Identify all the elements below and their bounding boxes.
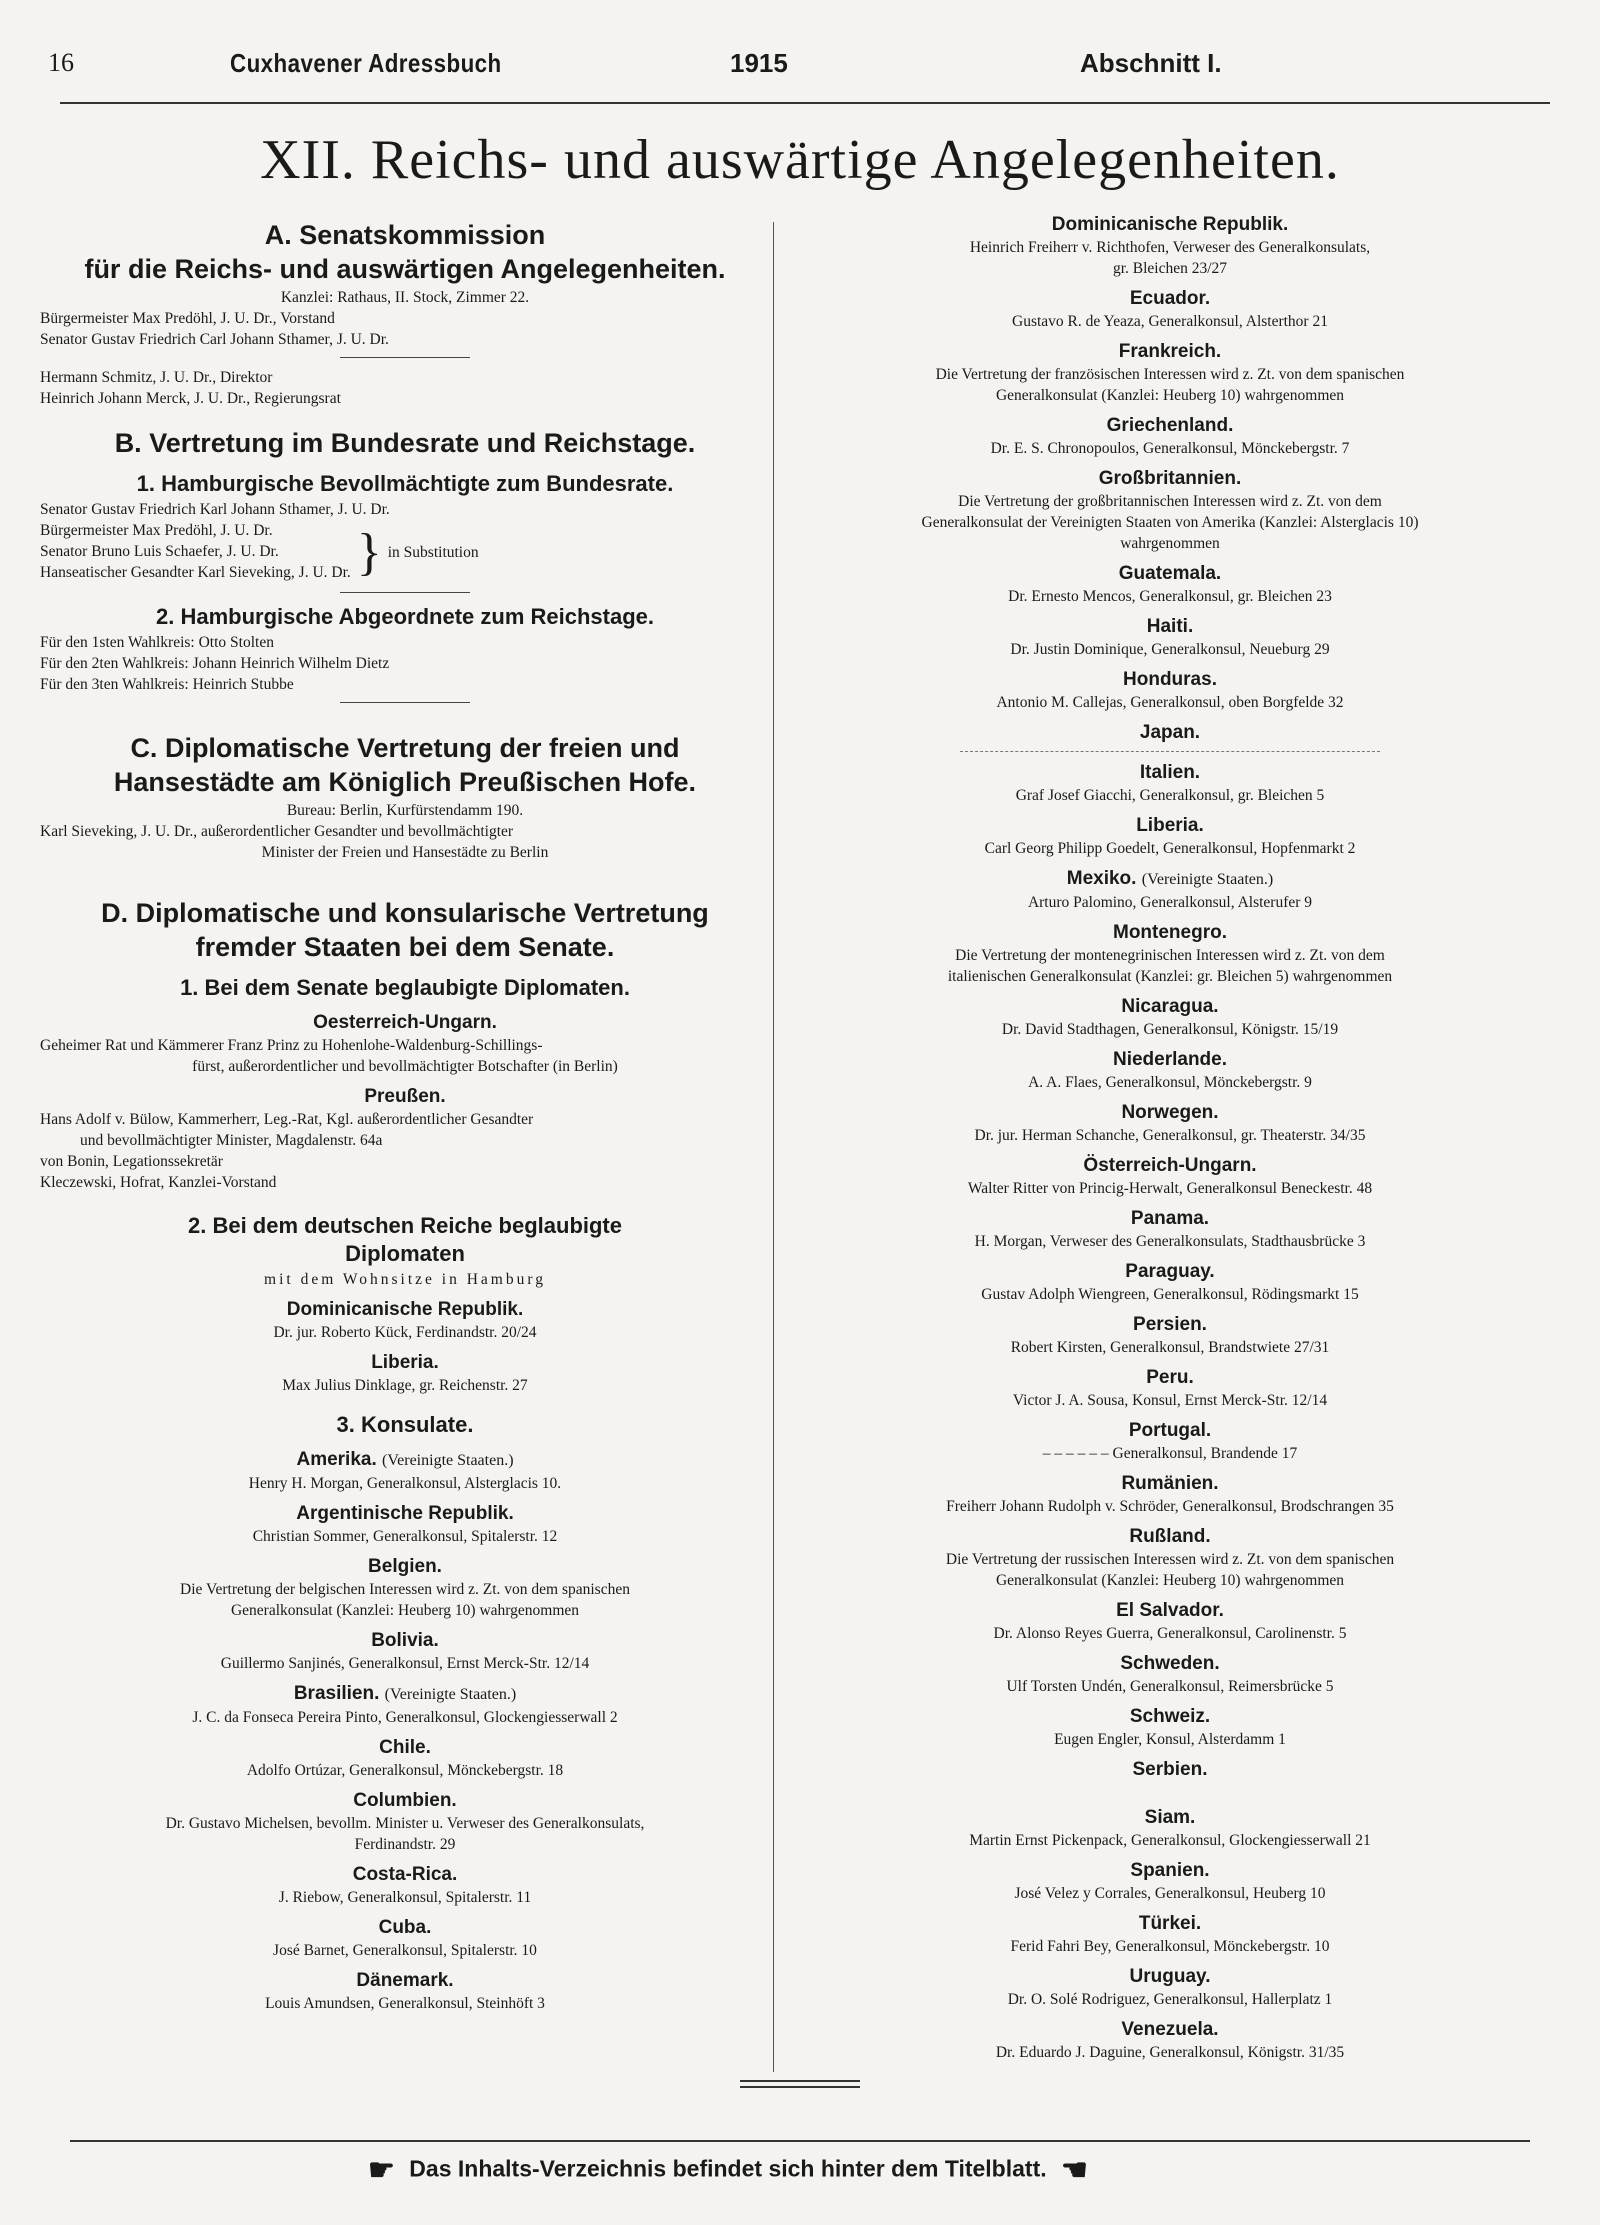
entry-line: Arturo Palomino, Generalkonsul, Alsterufer 9 (1027, 894, 1313, 911)
member-line: Heinrich Johann Merck, J. U. Dr., Regierungsrat (40, 390, 341, 407)
country-heading (790, 1100, 1550, 1125)
member-line: Minister der Freien und Hansestädte zu Berlin (261, 844, 549, 861)
country-name: Mexiko. (1066, 868, 1137, 889)
entry-line: Gustav Adolph Wiengreen, Generalkonsul, Rödingsmarkt 15 (981, 1286, 1359, 1303)
section-b-title: B. Vertretung im Bundesrate und Reichstage. (114, 428, 696, 458)
right-column (790, 204, 1550, 2064)
country-heading (40, 1735, 770, 1760)
country-name: Amerika. (296, 1449, 377, 1470)
entry-line: Die Vertretung der russischen Interessen wird z. Zt. von dem spanischen (945, 1551, 1395, 1568)
country-name: Rußland. (1129, 1526, 1211, 1547)
member-line: Bürgermeister Max Predöhl, J. U. Dr. (40, 522, 273, 539)
country-heading (790, 466, 1550, 491)
country-heading (790, 1805, 1550, 1830)
entry-line: Dr. E. S. Chronopoulos, Generalkonsul, Mönckebergstr. 7 (990, 440, 1350, 457)
country-heading (790, 286, 1550, 311)
country-heading (790, 1153, 1550, 1178)
end-rule (740, 2080, 860, 2082)
country-name: Montenegro. (1113, 922, 1227, 943)
country-heading (40, 1681, 770, 1707)
country-heading (790, 1471, 1550, 1496)
subsection-b2-title: 2. Hamburgische Abgeordnete zum Reichstage. (156, 604, 654, 629)
country-name: Spanien. (1130, 1860, 1210, 1881)
divider (340, 357, 470, 358)
bureau-line: Bureau: Berlin, Kurfürstendamm 190. (286, 802, 524, 819)
divider (340, 702, 470, 703)
entry-line: Victor J. A. Sousa, Konsul, Ernst Merck-Str. 12/14 (1012, 1392, 1328, 1409)
end-rule (740, 2086, 860, 2088)
entry-line: Generalkonsulat der Vereinigten Staaten von Amerika (Kanzlei: Alsterglacis 10) (921, 514, 1419, 531)
country-name: Portugal. (1128, 1420, 1212, 1441)
country-heading (790, 614, 1550, 639)
country-note: (Vereinigte Staaten.) (1141, 871, 1274, 888)
brace-icon: } (356, 523, 382, 581)
entry-line: Eugen Engler, Konsul, Alsterdamm 1 (1054, 1731, 1286, 1748)
entry-line: Louis Amundsen, Generalkonsul, Steinhöft 3 (265, 1995, 545, 2012)
section-d-title (40, 896, 770, 964)
entry-line: Heinrich Freiherr v. Richthofen, Verweser des Generalkonsulats, (969, 239, 1371, 256)
entry-line: Dr. Eduardo J. Daguine, Generalkonsul, Königstr. 31/35 (995, 2044, 1345, 2061)
country-name: Nicaragua. (1121, 996, 1219, 1017)
entry-line: Max Julius Dinklage, gr. Reichenstr. 27 (282, 1377, 528, 1394)
entry-line: Ferdinandstr. 29 (354, 1836, 456, 1853)
entry-line: gr. Bleichen 23/27 (1112, 260, 1228, 277)
country-heading (790, 1524, 1550, 1549)
entry-line: J. C. da Fonseca Pereira Pinto, Generalkonsul, Glockengiesserwall 2 (192, 1709, 618, 1726)
entry-line: José Barnet, Generalkonsul, Spitalerstr. 10 (273, 1942, 537, 1959)
member-line: Für den 2ten Wahlkreis: Johann Heinrich Wilhelm Dietz (40, 655, 390, 672)
entry-line: Geheimer Rat und Kämmerer Franz Prinz zu Hohenlohe-Waldenburg-Schillings- (40, 1037, 543, 1054)
entry-line: Dr. O. Solé Rodriguez, Generalkonsul, Hallerplatz 1 (1007, 1991, 1333, 2008)
country-heading (790, 561, 1550, 586)
country-heading (790, 413, 1550, 438)
country-heading: Liberia. (371, 1352, 439, 1373)
country-name: Paraguay. (1125, 1261, 1215, 1282)
country-heading (790, 920, 1550, 945)
footer-text: Das Inhalts-Verzeichnis befindet sich hinter dem Titelblatt. (409, 2155, 1047, 2182)
country-name: Japan. (1139, 722, 1201, 743)
country-name: El Salvador. (1116, 1600, 1224, 1621)
entry-line: Christian Sommer, Generalkonsul, Spitalerstr. 12 (252, 1528, 558, 1545)
country-heading (790, 1704, 1550, 1729)
substitution-group (40, 521, 770, 584)
subsection-d3-title: 3. Konsulate. (336, 1412, 474, 1437)
right-consulate-list (790, 212, 1550, 2062)
country-heading (40, 1501, 770, 1526)
country-name: Großbritannien. (1098, 468, 1242, 489)
subsection-d2-title-line2: Diplomaten (345, 1241, 465, 1266)
entry-line: Martin Ernst Pickenpack, Generalkonsul, Glockengiesserwall 21 (969, 1832, 1371, 1849)
country-name: Italien. (1139, 762, 1201, 783)
country-name: Panama. (1130, 1208, 1210, 1229)
member-line: Für den 1sten Wahlkreis: Otto Stolten (40, 634, 274, 651)
entry-line: Die Vertretung der montenegrinischen Interessen wird z. Zt. von dem (955, 947, 1385, 964)
country-heading (790, 1312, 1550, 1337)
country-name: Brasilien. (293, 1683, 380, 1704)
entry-line: Walter Ritter von Princig-Herwalt, Generalkonsul Beneckestr. 48 (967, 1180, 1373, 1197)
subsection-d2-title-line1: 2. Bei dem deutschen Reiche beglaubigte (188, 1213, 622, 1238)
country-heading (790, 866, 1550, 892)
country-heading (790, 720, 1550, 745)
country-name: Belgien. (368, 1556, 442, 1577)
vacant-entry-rule (960, 751, 1380, 752)
column-divider (773, 222, 774, 2072)
country-heading (790, 813, 1550, 838)
country-name: Chile. (379, 1737, 431, 1758)
country-heading (790, 1651, 1550, 1676)
entry-line: Dr. jur. Roberto Kück, Ferdinandstr. 20/24 (273, 1324, 537, 1341)
country-heading (790, 1757, 1550, 1782)
country-heading (790, 1259, 1550, 1284)
member-line: Bürgermeister Max Predöhl, J. U. Dr., Vorstand (40, 310, 335, 327)
vacant-entry-gap (790, 1783, 1550, 1797)
entry-line: Dr. Alonso Reyes Guerra, Generalkonsul, Carolinenstr. 5 (993, 1625, 1347, 1642)
country-heading (790, 667, 1550, 692)
entry-line: Guillermo Sanjinés, Generalkonsul, Ernst Merck-Str. 12/14 (220, 1655, 590, 1672)
country-name: Frankreich. (1118, 341, 1222, 362)
country-note: (Vereinigte Staaten.) (384, 1686, 517, 1703)
header-rule (60, 102, 1550, 104)
running-header (40, 42, 1560, 92)
subsection-b1-title: 1. Hamburgische Bevollmächtigte zum Bundesrate. (136, 471, 674, 496)
country-name: Argentinische Republik. (296, 1503, 514, 1524)
country-heading (790, 2017, 1550, 2042)
country-name: Columbien. (353, 1790, 457, 1811)
country-heading (40, 1862, 770, 1887)
country-name: Honduras. (1123, 669, 1217, 690)
country-heading (790, 1858, 1550, 1883)
substitution-note: in Substitution (387, 543, 479, 561)
residence-note: mit dem Wohnsitze in Hamburg (264, 1271, 546, 1288)
country-name: Griechenland. (1106, 415, 1234, 436)
member-line: Hermann Schmitz, J. U. Dr., Direktor (40, 369, 273, 386)
country-heading (40, 1628, 770, 1653)
subsection-d2-title (40, 1212, 770, 1268)
entry-line: Adolfo Ortúzar, Generalkonsul, Mönckebergstr. 18 (246, 1762, 564, 1779)
country-name: Serbien. (1132, 1759, 1208, 1780)
entry-line: Dr. Justin Dominique, Generalkonsul, Neueburg 29 (1010, 641, 1330, 658)
country-name: Österreich-Ungarn. (1083, 1155, 1257, 1176)
country-name: Persien. (1133, 1314, 1207, 1335)
section-d-title-line2: fremder Staaten bei dem Senate. (195, 932, 615, 962)
country-name: Türkei. (1138, 1913, 1202, 1934)
page-number: 16 (48, 48, 74, 77)
section-c-title (40, 731, 770, 799)
member-line: Für den 3ten Wahlkreis: Heinrich Stubbe (40, 676, 294, 693)
subsection-d1-title: 1. Bei dem Senate beglaubigte Diplomaten. (180, 975, 630, 1000)
entry-line: Dr. Ernesto Mencos, Generalkonsul, gr. Bleichen 23 (1008, 588, 1332, 605)
country-heading (790, 1047, 1550, 1072)
country-name: Guatemala. (1118, 563, 1222, 584)
entry-line: José Velez y Corrales, Generalkonsul, Heuberg 10 (1014, 1885, 1326, 1902)
entry-line: H. Morgan, Verweser des Generalkonsulats, Stadthausbrücke 3 (974, 1233, 1366, 1250)
country-name: Liberia. (1136, 815, 1204, 836)
entry-line: Graf Josef Giacchi, Generalkonsul, gr. Bleichen 5 (1015, 787, 1325, 804)
entry-line: J. Riebow, Generalkonsul, Spitalerstr. 11 (278, 1889, 532, 1906)
book-title: Cuxhavener Adressbuch (230, 48, 502, 78)
entry-line: Ulf Torsten Undén, Generalkonsul, Reimersbrücke 5 (1006, 1678, 1334, 1695)
section-label: Abschnitt I. (1080, 48, 1222, 78)
country-heading (790, 1598, 1550, 1623)
country-heading (40, 1447, 770, 1473)
entry-line: wahrgenommen (1120, 535, 1220, 552)
country-name: Ecuador. (1129, 288, 1211, 309)
country-name: Bolivia. (371, 1630, 439, 1651)
entry-line: Carl Georg Philipp Goedelt, Generalkonsul, Hopfenmarkt 2 (984, 840, 1356, 857)
entry-line: Die Vertretung der großbritannischen Interessen wird z. Zt. von dem (958, 493, 1382, 510)
entry-line: Freiherr Johann Rudolph v. Schröder, Generalkonsul, Brodschrangen 35 (946, 1498, 1394, 1515)
entry-line: Generalkonsulat (Kanzlei: Heuberg 10) wahrgenommen (995, 387, 1345, 404)
entry-line: italienischen Generalkonsulat (Kanzlei: gr. Bleichen 5) wahrgenommen (947, 968, 1393, 985)
country-note: (Vereinigte Staaten.) (382, 1452, 514, 1469)
entry-line: Antonio M. Callejas, Generalkonsul, oben Borgfelde 32 (996, 694, 1344, 711)
entry-line: Kleczewski, Hofrat, Kanzlei-Vorstand (40, 1174, 277, 1191)
country-name: Norwegen. (1121, 1102, 1219, 1123)
chapter-title: XII. Reichs- und auswärtige Angelegenheiten. (260, 129, 1340, 191)
section-c-title-line1: C. Diplomatische Vertretung der freien und (130, 733, 680, 763)
country-heading (40, 1554, 770, 1579)
entry-line: Ferid Fahri Bey, Generalkonsul, Mönckebergstr. 10 (1010, 1938, 1330, 1955)
footer-note (360, 2153, 1096, 2188)
country-name: Venezuela. (1121, 2019, 1219, 2040)
entry-line: und bevollmächtigter Minister, Magdalenstr. 64a (80, 1132, 383, 1149)
country-name: Schweiz. (1129, 1706, 1211, 1727)
entry-line: A. A. Flaes, Generalkonsul, Mönckebergstr. 9 (1028, 1074, 1312, 1091)
country-name: Schweden. (1120, 1653, 1220, 1674)
country-name: Uruguay. (1129, 1966, 1211, 1987)
country-heading: Dominicanische Republik. (286, 1299, 524, 1320)
footer-rule (70, 2140, 1530, 2142)
country-name: Siam. (1144, 1807, 1196, 1828)
country-heading (790, 1206, 1550, 1231)
country-heading (790, 212, 1550, 237)
entry-line: fürst, außerordentlicher und bevollmächtigter Botschafter (in Berlin) (192, 1058, 618, 1075)
entry-line: Dr. jur. Herman Schanche, Generalkonsul, gr. Theaterstr. 34/35 (974, 1127, 1366, 1144)
entry-line: Generalkonsulat (Kanzlei: Heuberg 10) wahrgenommen (995, 1572, 1345, 1589)
entry-line: Die Vertretung der belgischen Interessen wird z. Zt. von dem spanischen (180, 1581, 630, 1598)
entry-line: Generalkonsulat (Kanzlei: Heuberg 10) wahrgenommen (230, 1602, 580, 1619)
member-line: Hanseatischer Gesandter Karl Sieveking, J. U. Dr. (40, 564, 351, 581)
member-line: Karl Sieveking, J. U. Dr., außerordentlicher Gesandter und bevollmächtigter (40, 823, 514, 840)
country-heading (790, 994, 1550, 1019)
entry-line: Die Vertretung der französischen Interessen wird z. Zt. von dem spanischen (935, 366, 1405, 383)
pointing-hand-icon: ☛ (368, 2154, 395, 2187)
section-a-title (40, 218, 770, 286)
section-a-title-line2: für die Reichs- und auswärtigen Angelegenheiten. (84, 254, 726, 284)
pointing-hand-icon: ☚ (1061, 2154, 1088, 2187)
entry-line: Robert Kirsten, Generalkonsul, Brandstwiete 27/31 (1010, 1339, 1330, 1356)
entry-line: von Bonin, Legationssekretär (40, 1153, 223, 1170)
country-heading (790, 339, 1550, 364)
country-heading (40, 1788, 770, 1813)
country-heading (790, 1418, 1550, 1443)
section-c-title-line2: Hansestädte am Königlich Preußischen Hofe. (113, 767, 697, 797)
country-heading (790, 1365, 1550, 1390)
entry-line: – – – – – – Generalkonsul, Brandende 17 (1042, 1445, 1298, 1462)
divider (340, 592, 470, 593)
section-a-title-line1: A. Senatskommission (264, 220, 546, 250)
entry-line: Hans Adolf v. Bülow, Kammerherr, Leg.-Rat, Kgl. außerordentlicher Gesandter (40, 1111, 534, 1128)
left-column (40, 218, 770, 2015)
country-name: Costa-Rica. (352, 1864, 458, 1885)
country-name: Dominicanische Republik. (1051, 214, 1289, 235)
country-heading (790, 760, 1550, 785)
entry-line: Dr. Gustavo Michelsen, bevollm. Minister u. Verweser des Generalkonsulats, (165, 1815, 645, 1832)
country-heading (40, 1968, 770, 1993)
entry-line: Gustavo R. de Yeaza, Generalkonsul, Alsterthor 21 (1012, 313, 1328, 330)
kanzlei-line: Kanzlei: Rathaus, II. Stock, Zimmer 22. (280, 289, 530, 306)
left-consulate-list (40, 1447, 770, 2013)
section-d-title-line1: D. Diplomatische und konsularische Vertretung (101, 898, 709, 928)
member-line: Senator Bruno Luis Schaefer, J. U. Dr. (40, 543, 279, 560)
member-line: Senator Gustav Friedrich Carl Johann Sthamer, J. U. Dr. (40, 331, 389, 348)
country-name: Cuba. (378, 1917, 432, 1938)
entry-line: Dr. David Stadthagen, Generalkonsul, Königstr. 15/19 (1001, 1021, 1339, 1038)
country-heading (40, 1915, 770, 1940)
entry-line: Henry H. Morgan, Generalkonsul, Alsterglacis 10. (248, 1475, 562, 1492)
country-name: Niederlande. (1112, 1049, 1228, 1070)
country-name: Haiti. (1146, 616, 1194, 637)
year: 1915 (730, 48, 788, 78)
country-heading: Preußen. (364, 1086, 446, 1107)
country-name: Dänemark. (356, 1970, 454, 1991)
country-heading: Oesterreich-Ungarn. (313, 1012, 497, 1033)
country-heading (790, 1964, 1550, 1989)
country-heading (790, 1911, 1550, 1936)
member-line: Senator Gustav Friedrich Karl Johann Sthamer, J. U. Dr. (40, 501, 390, 518)
country-name: Peru. (1146, 1367, 1194, 1388)
country-name: Rumänien. (1121, 1473, 1219, 1494)
